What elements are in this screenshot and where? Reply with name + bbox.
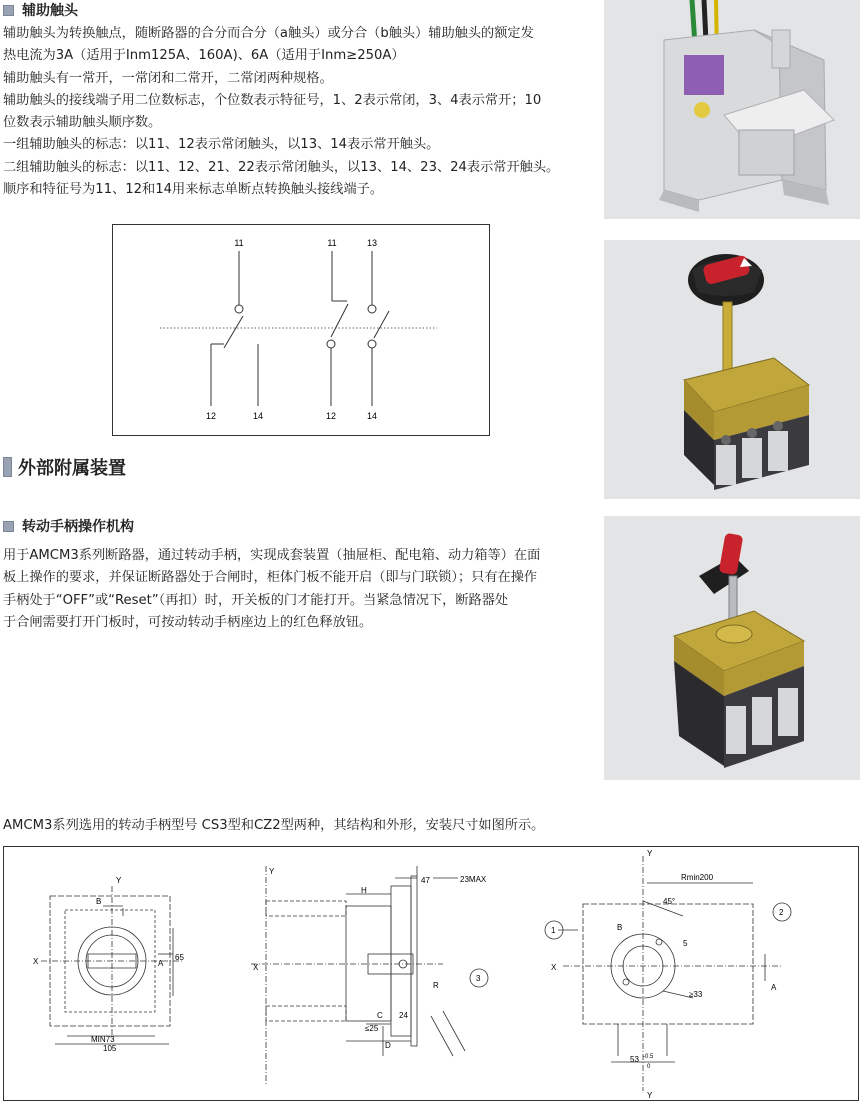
d3-y-top: Y: [647, 849, 653, 858]
d2-dim24: 24: [399, 1011, 408, 1020]
aux-line: 二组辅助触头的标志：以11、12、21、22表示常闭触头，以13、14、23、24表示常开触头。: [3, 159, 560, 175]
terminal-label: 13: [366, 238, 378, 248]
d3-tol-top: -0.5: [643, 1054, 654, 1060]
rotary-handle-photo-1: [604, 240, 860, 499]
d1-x-label: X: [33, 957, 39, 966]
rotary-handle-photo-2: [604, 516, 860, 780]
d1-b-label: B: [96, 897, 102, 906]
d3-b-label: B: [617, 923, 623, 932]
d2-r-label: R: [433, 981, 439, 990]
section-bar-icon: [3, 457, 12, 477]
d2-x-label: X: [253, 963, 259, 972]
rotary-handle-text: [3, 545, 540, 634]
d1-dim65: 65: [175, 953, 184, 962]
d2-dim47: 47: [421, 876, 430, 885]
rotary-handle-heading: [3, 515, 134, 537]
d2-c-label: C: [377, 1011, 383, 1020]
terminal-label: 12: [205, 411, 217, 421]
aux-line: 顺序和特征号为11、12和14用来标志单断点转换触头接线端子。: [3, 182, 384, 198]
d3-dim5: 5: [683, 939, 688, 948]
handle-line: 板上操作的要求，并保证断路器处于合闸时，柜体门板不能开启（即与门联锁）；只有在操作: [3, 570, 538, 586]
aux-contact-heading: [3, 0, 78, 20]
handle-line: 于合闸需要打开门板时，可按动转动手柄座边上的红色释放钮。: [3, 614, 373, 630]
rotary-handle-title: 转动手柄操作机构: [22, 519, 134, 535]
d3-tol-bottom: 0: [647, 1064, 651, 1070]
d1-dim105: 105: [103, 1044, 117, 1053]
aux-line: 一组辅助触头的标志：以11、12表示常闭触头，以13、14表示常开触头。: [3, 137, 440, 153]
d3-angle: 45°: [663, 897, 676, 906]
external-devices-heading: [3, 454, 126, 480]
terminal-label: 14: [252, 411, 264, 421]
d3-a-label: A: [771, 983, 777, 992]
terminal-label: 14: [366, 411, 378, 421]
contact-diagram: [112, 224, 490, 436]
d3-callout2: 2: [779, 908, 784, 917]
d2-callout: 3: [476, 974, 481, 983]
d3-dim53: 53: [630, 1055, 639, 1064]
terminal-label: 11: [234, 238, 244, 248]
handle-models-line: AMCM3系列选用的转动手柄型号 CS3型和CZ2型两种，其结构和外形，安装尺寸如图所示。: [3, 818, 545, 833]
aux-line: 位数表示辅助触头顺序数。: [3, 115, 162, 131]
d3-rmin: Rmin200: [681, 873, 714, 882]
d2-le25: ≤25: [365, 1024, 379, 1033]
d1-min73: MIN73: [91, 1035, 115, 1044]
terminal-label: 12: [325, 411, 337, 421]
external-devices-title: 外部附属装置: [18, 458, 126, 479]
handle-line: 手柄处于“OFF”或“Reset”（再扣）时，开关板的门才能打开。当紧急情况下，断路器处: [3, 592, 509, 608]
d3-y-bottom: Y: [647, 1091, 653, 1100]
d3-ge33: ≥33: [689, 990, 703, 999]
aux-contact-title: 辅助触头: [22, 3, 78, 19]
installation-drawings: [3, 846, 859, 1101]
d2-h-label: H: [361, 886, 367, 895]
handle-line: 用于AMCM3系列断路器，通过转动手柄，实现成套装置（抽屉柜、配电箱、动力箱等）在面: [3, 548, 541, 563]
terminal-label: 11: [327, 238, 337, 248]
d2-max23: 23MAX: [460, 875, 487, 884]
aux-line: 辅助触头的接线端子用二位数标志，个位数表示特征号，1、2表示常闭，3、4表示常开；10: [3, 92, 542, 108]
handle-models-text: [3, 815, 544, 837]
d3-callout1: 1: [551, 926, 556, 935]
d2-d-label: D: [385, 1041, 391, 1050]
section-square-icon: [3, 521, 14, 532]
aux-line: 辅助触头为转换触点，随断路器的合分而合分（a触头）或分合（b触头）辅助触头的额定发: [3, 26, 534, 41]
aux-line: 热电流为3A（适用于Inm125A、160A)、6A（适用于Inm≥250A）: [3, 48, 405, 64]
d2-y-label: Y: [269, 867, 275, 876]
aux-line: 辅助触头有一常开，一常闭和二常开，二常闭两种规格。: [3, 70, 333, 86]
d1-y-label: Y: [116, 876, 122, 885]
section-square-icon: [3, 5, 14, 16]
d3-x-label: X: [551, 963, 557, 972]
d1-a-label: A: [158, 959, 164, 968]
aux-contact-text: [3, 23, 559, 201]
aux-contact-photo: [604, 0, 860, 219]
